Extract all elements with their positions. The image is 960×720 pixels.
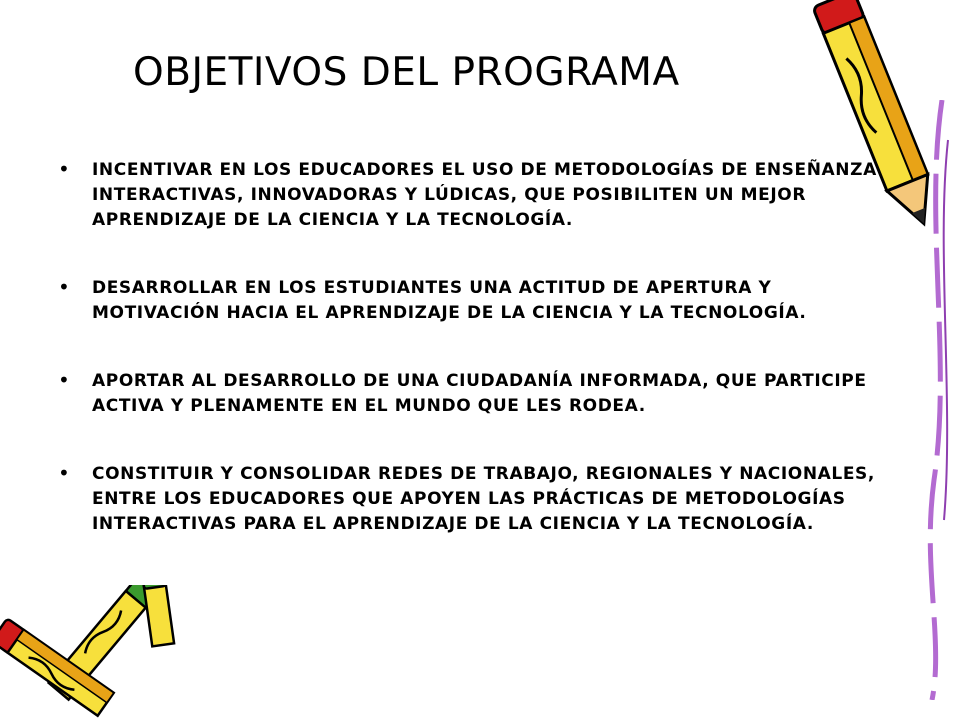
bullet-point-icon: • (58, 461, 71, 485)
objectives-list (58, 158, 896, 537)
objective-item-3 (58, 369, 896, 419)
objective-text-1: INCENTIVAR EN LOS EDUCADORES EL USO DE METODOLOGÍAS DE ENSEÑANZA INTERACTIVAS, INNOVADORAS Y LÚDICAS, QUE POSIBILITEN UN MEJOR APRENDIZAJE DE LA CIENCIA Y LA TECNOLOGÍA. (92, 160, 877, 230)
objective-text-4: CONSTITUIR Y CONSOLIDAR REDES DE TRABAJO, REGIONALES Y NACIONALES, ENTRE LOS EDUCADORES QUE APOYEN LAS PRÁCTICAS DE METODOLOGÍAS INTERACTIVAS PARA EL APRENDIZAJE DE LA CIENCIA Y LA TECNOLOGÍA. (92, 464, 875, 534)
crayons-icon (0, 585, 200, 720)
objective-text-2: DESARROLLAR EN LOS ESTUDIANTES UNA ACTITUD DE APERTURA Y MOTIVACIÓN HACIA EL APRENDIZAJE DE LA CIENCIA Y LA TECNOLOGÍA. (92, 278, 807, 323)
swoosh-decoration-icon (914, 100, 954, 700)
objective-text-3: APORTAR AL DESARROLLO DE UNA CIUDADANÍA INFORMADA, QUE PARTICIPE ACTIVA Y PLENAMENTE EN EL MUNDO QUE LES RODEA. (92, 371, 867, 416)
objective-item-4 (58, 462, 896, 537)
bullet-point-icon: • (58, 275, 71, 299)
slide-title: OBJETIVOS DEL PROGRAMA (133, 50, 680, 95)
objective-item-2 (58, 276, 896, 326)
objective-item-1 (58, 158, 896, 233)
bullet-point-icon: • (58, 157, 71, 181)
bullet-point-icon: • (58, 368, 71, 392)
